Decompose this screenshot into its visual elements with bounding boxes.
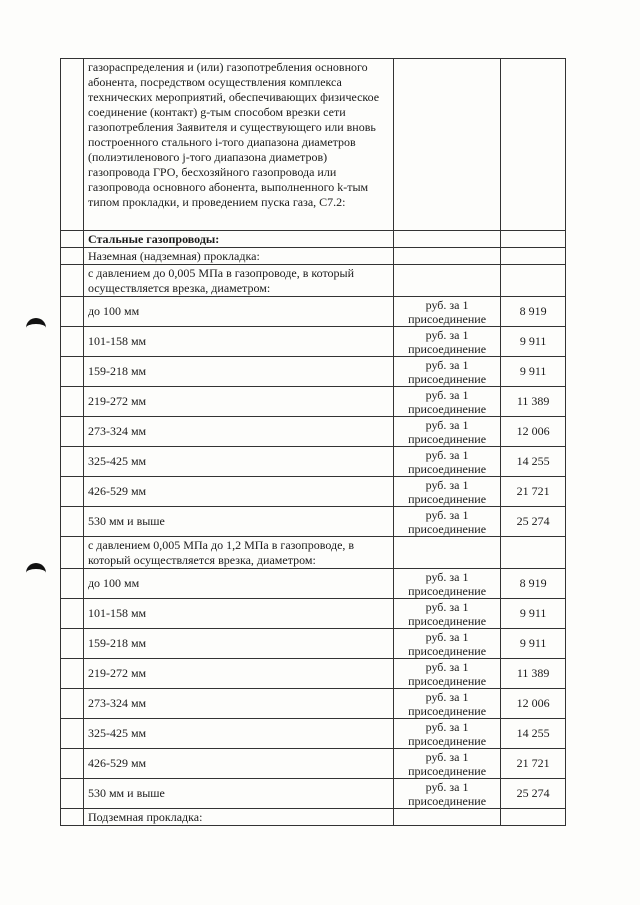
table-row <box>61 719 566 749</box>
unit-label: руб. за 1 присоединение <box>393 749 500 779</box>
underground-label: Подземная прокладка: <box>83 809 393 826</box>
table-row <box>61 689 566 719</box>
price-value: 8 919 <box>501 297 566 327</box>
table-row <box>61 659 566 689</box>
subsection-row <box>61 809 566 826</box>
section-row <box>61 231 566 248</box>
price-value: 9 911 <box>501 357 566 387</box>
table-row <box>61 749 566 779</box>
table-row <box>61 447 566 477</box>
price-value: 25 274 <box>501 507 566 537</box>
table-row <box>61 477 566 507</box>
price-value: 9 911 <box>501 629 566 659</box>
unit-label: руб. за 1 присоединение <box>393 719 500 749</box>
table-row <box>61 327 566 357</box>
price-value: 11 389 <box>501 659 566 689</box>
description-text: газораспределения и (или) газопотребления основного абонента, посредством осуществления комплекса технических мероприятий, обеспечивающих физическое соединение (контакт) g-тым способом врезки сети газопотребления Заявителя и существующего или вновь построенного стального i-того диапазона диаметров (полиэтиленового j-того диапазона диаметров) газопровода ГРО, бесхозяйного газопровода или газопровода основного абонента, выполненного k-тым типом прокладки, и проведением пуска газа, С7.2: <box>83 59 393 231</box>
price-value: 12 006 <box>501 689 566 719</box>
binder-hole-mark <box>26 318 46 328</box>
diameter-label: до 100 мм <box>83 297 393 327</box>
price-value: 25 274 <box>501 779 566 809</box>
diameter-label: до 100 мм <box>83 569 393 599</box>
table-row <box>61 569 566 599</box>
diameter-label: 219-272 мм <box>83 387 393 417</box>
price-value: 21 721 <box>501 749 566 779</box>
unit-label: руб. за 1 присоединение <box>393 327 500 357</box>
pressure-group-header-row <box>61 537 566 569</box>
price-value: 8 919 <box>501 569 566 599</box>
diameter-label: 530 мм и выше <box>83 779 393 809</box>
table-row <box>61 357 566 387</box>
diameter-label: 426-529 мм <box>83 477 393 507</box>
diameter-label: 273-324 мм <box>83 417 393 447</box>
tariff-table <box>60 58 566 826</box>
table-row <box>61 507 566 537</box>
price-value: 9 911 <box>501 327 566 357</box>
unit-label: руб. за 1 присоединение <box>393 387 500 417</box>
price-value: 14 255 <box>501 719 566 749</box>
table-row <box>61 629 566 659</box>
price-value: 11 389 <box>501 387 566 417</box>
diameter-label: 159-218 мм <box>83 629 393 659</box>
section-title-steel: Стальные газопроводы: <box>83 231 393 248</box>
unit-label: руб. за 1 присоединение <box>393 779 500 809</box>
description-row <box>61 59 566 231</box>
unit-label: руб. за 1 присоединение <box>393 569 500 599</box>
price-value: 9 911 <box>501 599 566 629</box>
price-value: 21 721 <box>501 477 566 507</box>
overhead-label: Наземная (надземная) прокладка: <box>83 248 393 265</box>
diameter-label: 219-272 мм <box>83 659 393 689</box>
table-row <box>61 779 566 809</box>
pressure-group-header: с давлением до 0,005 МПа в газопроводе, в который осуществляется врезка, диаметром: <box>83 265 393 297</box>
table-row <box>61 387 566 417</box>
pressure-group-header-row <box>61 265 566 297</box>
unit-label: руб. за 1 присоединение <box>393 447 500 477</box>
unit-label: руб. за 1 присоединение <box>393 689 500 719</box>
unit-label: руб. за 1 присоединение <box>393 629 500 659</box>
diameter-label: 159-218 мм <box>83 357 393 387</box>
diameter-label: 325-425 мм <box>83 447 393 477</box>
unit-label: руб. за 1 присоединение <box>393 477 500 507</box>
unit-label: руб. за 1 присоединение <box>393 357 500 387</box>
diameter-label: 273-324 мм <box>83 689 393 719</box>
table-row <box>61 297 566 327</box>
unit-label: руб. за 1 присоединение <box>393 507 500 537</box>
diameter-label: 325-425 мм <box>83 719 393 749</box>
unit-label: руб. за 1 присоединение <box>393 297 500 327</box>
binder-hole-mark <box>26 563 46 573</box>
diameter-label: 101-158 мм <box>83 599 393 629</box>
unit-label: руб. за 1 присоединение <box>393 599 500 629</box>
price-value: 14 255 <box>501 447 566 477</box>
table-row <box>61 599 566 629</box>
diameter-label: 530 мм и выше <box>83 507 393 537</box>
subsection-row <box>61 248 566 265</box>
diameter-label: 101-158 мм <box>83 327 393 357</box>
table-row <box>61 417 566 447</box>
price-value: 12 006 <box>501 417 566 447</box>
unit-label: руб. за 1 присоединение <box>393 659 500 689</box>
pressure-group-header: с давлением 0,005 МПа до 1,2 МПа в газопроводе, в который осуществляется врезка, диаметром: <box>83 537 393 569</box>
unit-label: руб. за 1 присоединение <box>393 417 500 447</box>
diameter-label: 426-529 мм <box>83 749 393 779</box>
